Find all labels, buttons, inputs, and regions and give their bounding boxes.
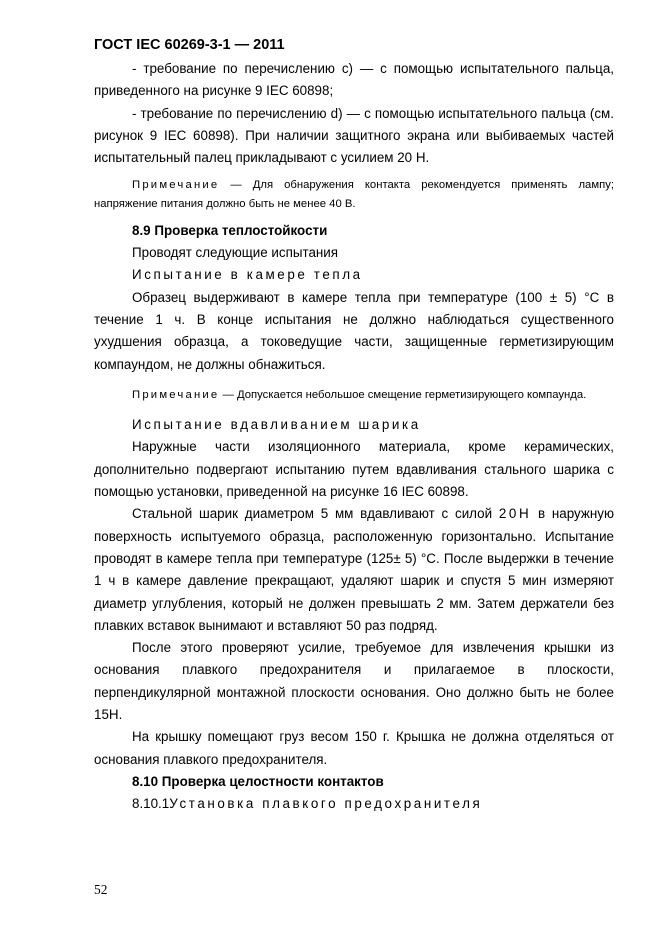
paragraph-weight-test: На крышку помещают груз весом 150 г. Крышка не должна отделяться от основания плавкого предохранителя.: [94, 729, 614, 767]
text-run: Стальной шарик диаметром 5 мм вдавливают с силой: [132, 506, 499, 522]
subheading-ball-pressure: Испытание вдавливанием шарика: [132, 417, 421, 433]
paragraph-requirement-d: - требование по перечислению d) — с помощью испытательного пальца (см. рисунок 9 IEC 60898). При наличии защитного экрана или выбиваемых частей испытательный палец прикладывают с усилием 20 Н.: [94, 105, 614, 166]
paragraph-cover-force: После этого проверяют усилие, требуемое для извлечения крышки из основания плавкого предохранителя и прилагаемое в плоскости, перпендикулярной монтажной плоскости основания. Оно должно быть не более 15Н.: [94, 640, 614, 723]
note-contact-detection: [94, 176, 614, 212]
note-label: Примечание: [132, 388, 220, 401]
subsection-number: 8.10.1: [132, 796, 170, 812]
note-text: — Для обнаружения контакта рекомендуется применять лампу; напряжение питания должно быть не менее 40 В.: [94, 179, 614, 210]
paragraph-requirement-c: - требование по перечислению с) — с помощью испытательного пальца, приведенного на рисунке 9 IEC 60898;: [94, 61, 614, 99]
text-run: в наружную поверхность испытуемого образца, расположенную горизонтально. Испытание проводят в камере тепла при температуре (125± 5) °С. После выдержки в течение 1 ч в камере давление прекращают, удаляют шарик и спустя 5 мин измеряют диаметр углубления, который не должен превышать 2 мм. Затем держатели без плавких вставок вынимают и вставляют 50 раз подряд.: [94, 506, 614, 633]
paragraph-ball-pressure-procedure: [94, 503, 614, 637]
subsection-8-10-1: [94, 793, 614, 815]
section-heading-8-9: 8.9 Проверка теплостойкости: [132, 222, 328, 238]
paragraph-ball-pressure-setup: Наружные части изоляционного материала, кроме керамических, дополнительно подвергают испытанию путем вдавливания стального шарика с помощью установки, приведенной на рисунке 16 IEC 60898.: [94, 439, 614, 500]
section-heading-8-10: 8.10 Проверка целостности контактов: [132, 773, 384, 789]
paragraph-heat-chamber: Образец выдерживают в камере тепла при температуре (100 ± 5) °С в течение 1 ч. В конце испытания не должно наблюдаться существенного ухудшения образца, а токоведущие части, защищенные герметизирующим компаундом, не должны обнажиться.: [94, 289, 614, 372]
force-value: 20Н: [498, 506, 532, 522]
subsection-title: Установка плавкого предохранителя: [169, 796, 483, 812]
standard-header: ГОСТ IEC 60269-3-1 — 2011: [94, 37, 285, 53]
paragraph-tests-intro: Проводят следующие испытания: [132, 245, 339, 261]
note-text: — Допускается небольшое смещение герметизирующего компаунда.: [219, 388, 587, 401]
page-body: [94, 58, 614, 816]
page-number: 52: [94, 882, 108, 897]
note-compound-shift: [94, 386, 614, 404]
note-label: Примечание: [132, 179, 220, 192]
subheading-heat-chamber: Испытание в камере тепла: [132, 267, 363, 283]
